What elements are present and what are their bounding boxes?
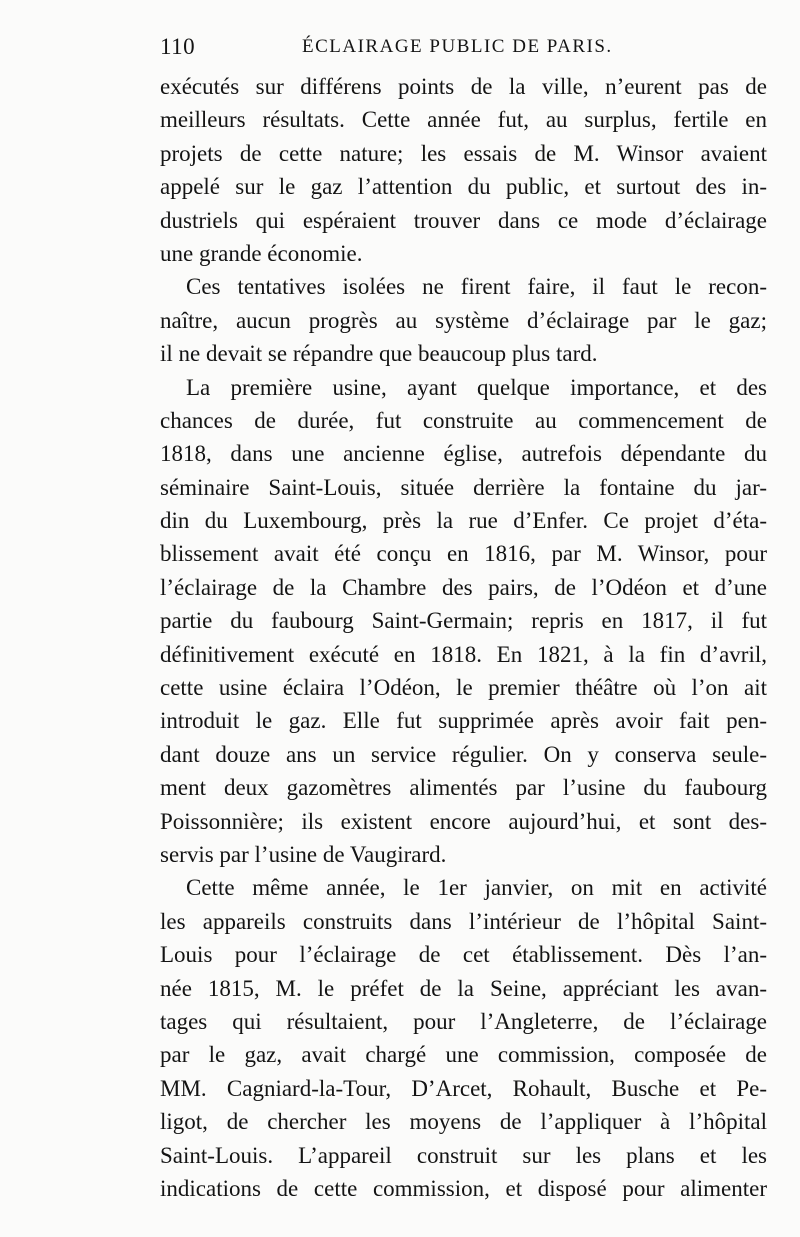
text-line: cette usine éclaira l’Odéon, le premier théâtre où l’on ait xyxy=(160,675,767,701)
text-line: 1818, dans une ancienne église, autrefois dépendante du xyxy=(160,441,767,467)
text-line: indications de cette commission, et disposé pour alimenter xyxy=(160,1175,767,1201)
text-line: Saint-Louis. L’appareil construit sur les plans et les xyxy=(160,1142,767,1168)
text-line: servis par l’usine de Vaugirard. xyxy=(160,841,447,867)
text-line: séminaire Saint-Louis, située derrière la fontaine du jar- xyxy=(160,474,767,500)
text-line: l’éclairage de la Chambre des pairs, de l’Odéon et d’une xyxy=(160,574,767,600)
page-header xyxy=(160,32,767,62)
page-number: 110 xyxy=(160,34,196,59)
text-line: exécutés sur différens points de la ville, n’eurent pas de xyxy=(160,74,767,99)
text-line: din du Luxembourg, près la rue d’Enfer. Ce projet d’éta- xyxy=(160,508,767,534)
text-line: MM. Cagniard-la-Tour, D’Arcet, Rohault, Busche et Pe- xyxy=(160,1075,767,1101)
text-line: Poissonnière; ils existent encore aujourd’hui, et sont des- xyxy=(160,808,767,834)
text-line: définitivement exécuté en 1818. En 1821, à la fin d’avril, xyxy=(160,641,767,667)
text-line: une grande économie. xyxy=(160,240,363,266)
text-line: La première usine, ayant quelque importance, et des xyxy=(186,374,767,400)
text-line: dustriels qui espéraient trouver dans ce mode d’éclairage xyxy=(160,207,767,233)
text-line: ment deux gazomètres alimentés par l’usine du faubourg xyxy=(160,775,767,801)
text-line: dant douze ans un service régulier. On y conserva seule- xyxy=(160,741,767,767)
text-line: née 1815, M. le préfet de la Seine, appréciant les avan- xyxy=(160,975,767,1001)
text-line: Louis pour l’éclairage de cet établissement. Dès l’an- xyxy=(160,942,767,968)
text-line: Cette même année, le 1er janvier, on mit en activité xyxy=(186,875,767,901)
text-line: les appareils construits dans l’intérieur de l’hôpital Saint- xyxy=(160,908,767,934)
text-line: il ne devait se répandre que beaucoup plus tard. xyxy=(160,341,598,367)
text-line: introduit le gaz. Elle fut supprimée après avoir fait pen- xyxy=(160,708,767,734)
text-line: appelé sur le gaz l’attention du public, et surtout des in- xyxy=(160,174,767,200)
body-text xyxy=(160,70,767,1205)
text-line: naître, aucun progrès au système d’éclairage par le gaz; xyxy=(160,307,767,333)
text-line: partie du faubourg Saint-Germain; repris en 1817, il fut xyxy=(160,608,767,634)
text-line: par le gaz, avait chargé une commission, composée de xyxy=(160,1042,767,1068)
text-line: Ces tentatives isolées ne firent faire, il faut le recon- xyxy=(186,274,767,300)
text-line: tages qui résultaient, pour l’Angleterre, de l’éclairage xyxy=(160,1008,767,1034)
text-line: meilleurs résultats. Cette année fut, au surplus, fertile en xyxy=(160,107,767,133)
text-line: projets de cette nature; les essais de M. Winsor avaient xyxy=(160,140,767,166)
running-title: ÉCLAIRAGE PUBLIC DE PARIS. xyxy=(302,36,613,57)
text-line: blissement avait été conçu en 1816, par M. Winsor, pour xyxy=(160,541,767,567)
text-line: chances de durée, fut construite au commencement de xyxy=(160,407,767,433)
text-line: ligot, de chercher les moyens de l’appliquer à l’hôpital xyxy=(160,1109,767,1135)
